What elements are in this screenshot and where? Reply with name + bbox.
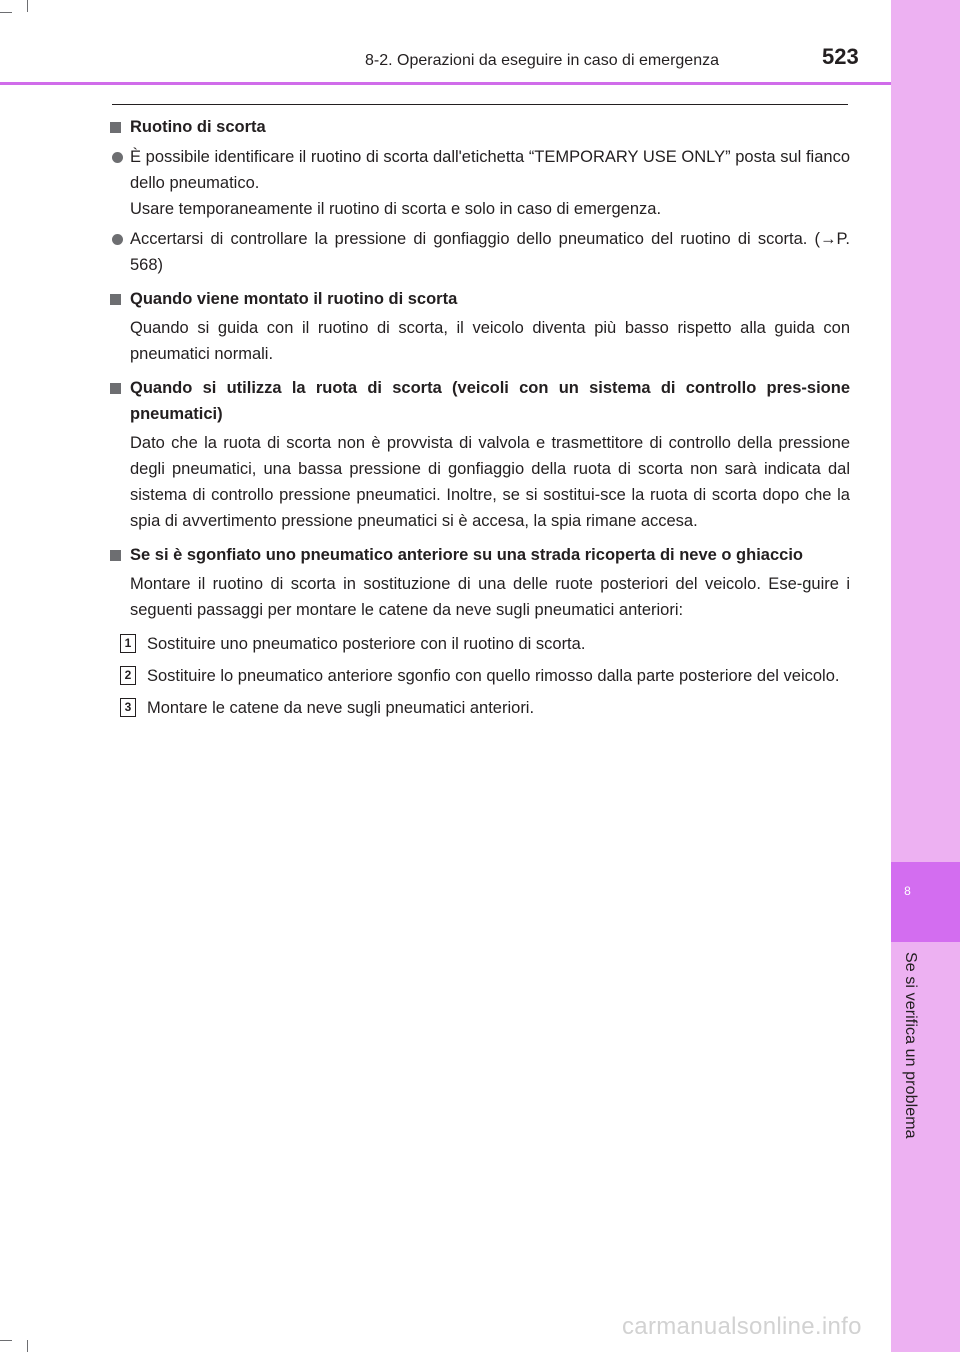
step-item xyxy=(110,631,850,657)
heading-text: Ruotino di scorta xyxy=(130,118,266,136)
crop-mark xyxy=(0,1340,12,1341)
bullet-item xyxy=(110,226,850,278)
crop-mark xyxy=(27,1340,28,1352)
step-item xyxy=(110,695,850,721)
chapter-number: 8 xyxy=(904,884,911,898)
square-bullet-icon xyxy=(110,383,121,394)
heading-text: Quando viene montato il ruotino di scorta xyxy=(130,290,458,308)
crop-mark xyxy=(0,12,12,13)
square-bullet-icon xyxy=(110,550,121,561)
step-number-box: 1 xyxy=(120,634,136,653)
page-reference[interactable]: P. 568) xyxy=(130,230,850,274)
square-bullet-icon xyxy=(110,122,121,133)
section-heading xyxy=(110,542,850,568)
content-top-rule xyxy=(112,104,848,105)
bullet-text: Usare temporaneamente il ruotino di scorta e solo in caso di emergenza. xyxy=(130,200,662,218)
chapter-tab xyxy=(891,862,960,942)
heading-text: Quando si utilizza la ruota di scorta (veicoli con un sistema di controllo pres-sione pneumatici) xyxy=(130,379,850,423)
paragraph: Dato che la ruota di scorta non è provvista di valvola e trasmettitore di controllo della pressione degli pneumatici, una bassa pressione di gonfiaggio della ruota di scorta non sarà indicata dal sistema di controllo pressione pneumatici. Inoltre, se si sostitui-sce la ruota di scorta dopo che la spia di avvertimento pressione pneumatici si è accesa, la spia rimane accesa. xyxy=(130,434,850,530)
step-text: Montare le catene da neve sugli pneumatici anteriori. xyxy=(147,699,535,717)
step-number-box: 2 xyxy=(120,666,136,685)
chapter-title: Se si verifica un problema xyxy=(902,952,919,1139)
crop-mark xyxy=(27,0,28,12)
header-rule xyxy=(0,82,891,85)
section-title: 8-2. Operazioni da eseguire in caso di emergenza xyxy=(365,52,719,69)
step-item xyxy=(110,663,850,689)
heading-text: Se si è sgonfiato uno pneumatico anteriore su una strada ricoperta di neve o ghiaccio xyxy=(130,546,803,564)
step-number-box: 3 xyxy=(120,698,136,717)
watermark: carmanualsonline.info xyxy=(622,1313,862,1340)
step-text: Sostituire lo pneumatico anteriore sgonfio con quello rimosso dalla parte posteriore del veicolo. xyxy=(147,667,840,685)
square-bullet-icon xyxy=(110,294,121,305)
page-number: 523 xyxy=(822,44,859,69)
bullet-item xyxy=(110,144,850,222)
step-text: Sostituire uno pneumatico posteriore con il ruotino di scorta. xyxy=(147,635,586,653)
paragraph: Quando si guida con il ruotino di scorta, il veicolo diventa più basso rispetto alla guida con pneumatici normali. xyxy=(130,319,850,363)
bullet-text: È possibile identificare il ruotino di scorta dall'etichetta “TEMPORARY USE ONLY” posta sul fianco dello pneumatico. xyxy=(130,148,850,192)
arrow-icon: → xyxy=(820,230,837,248)
section-heading xyxy=(110,375,850,427)
bullet-text: Accertarsi di controllare la pressione di gonfiaggio dello pneumatico del ruotino di scorta. ( xyxy=(130,230,821,248)
circle-bullet-icon xyxy=(112,234,123,245)
paragraph: Montare il ruotino di scorta in sostituzione di una delle ruote posteriori del veicolo. Ese-guire i seguenti passaggi per montare le catene da neve sugli pneumatici anteriori: xyxy=(130,575,850,619)
page-content xyxy=(110,114,850,721)
section-heading xyxy=(110,286,850,312)
section-heading xyxy=(110,114,850,140)
circle-bullet-icon xyxy=(112,152,123,163)
